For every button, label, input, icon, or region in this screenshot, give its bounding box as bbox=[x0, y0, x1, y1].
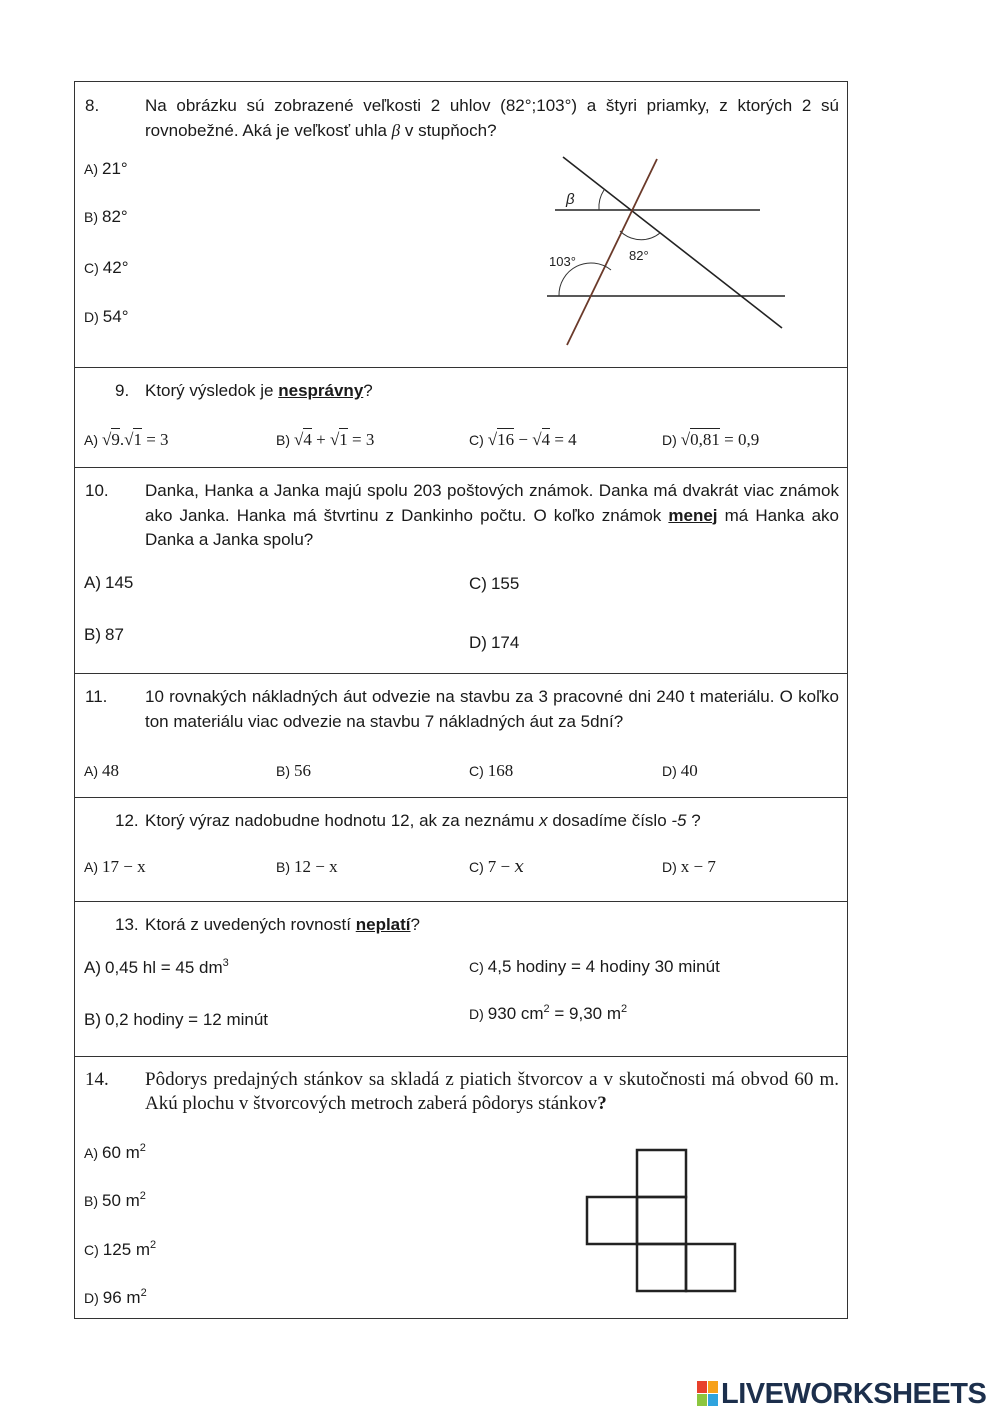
q13-option-d[interactable]: D) 930 $cm^2 = 9,30$ $m^2$ bbox=[469, 1003, 628, 1023]
square-center bbox=[637, 1197, 686, 1244]
question-13 bbox=[75, 901, 847, 1057]
floorplan-figure bbox=[583, 1148, 753, 1298]
question-10-text: 10. Danka, Hanka a Janka majú spolu 203 poštových známok. Danka má dvakrát viac známok ako Janka. Hanka má štvrtinu z Dankinho počtu. O koľko známok menej má Hanka ako Danka a Janka spolu? bbox=[85, 481, 839, 549]
q12-option-a[interactable]: A) 17 − x bbox=[84, 857, 146, 876]
q8-option-b[interactable]: B) 82° bbox=[84, 207, 128, 226]
angles-figure bbox=[540, 152, 790, 352]
question-14-text: 14. Pôdorys predajných stánkov sa skladá z piatich štvorcov a v skutočnosti má obvod 60 m. Akú plochu v štvorcových metroch zaberá pôdorys stánkov? bbox=[85, 1069, 839, 1114]
angle-82-label: 82° bbox=[629, 248, 649, 263]
q13-option-a[interactable]: A) 0,45 hl = 45 $dm^3$ bbox=[84, 957, 229, 977]
q11-option-a[interactable]: A) 48 bbox=[84, 761, 119, 780]
question-12-text: 12. Ktorý výraz nadobudne hodnotu 12, ak za neznámu x dosadíme číslo -5 ? bbox=[115, 811, 701, 830]
q12-option-c[interactable]: C) 7 − 𝑥 bbox=[469, 857, 524, 876]
square-top bbox=[637, 1150, 686, 1197]
square-bottom bbox=[637, 1244, 686, 1291]
q14-option-a[interactable]: A) 60 $m^2$ bbox=[84, 1142, 146, 1162]
q14-option-b[interactable]: B) 50 $m^2$ bbox=[84, 1190, 146, 1210]
question-11-text: 11. 10 rovnakých nákladných áut odvezie na stavbu za 3 pracovné dni 240 t materiálu. O koľko ton materiálu viac odvezie na stavbu 7 nákladných áut za 5dní? bbox=[85, 687, 839, 731]
q10-option-c[interactable]: C) 155 bbox=[469, 574, 520, 593]
beta-label: β bbox=[566, 191, 575, 208]
angle-82-arc bbox=[620, 231, 660, 240]
question-9 bbox=[75, 367, 847, 468]
q12-option-b[interactable]: B) 12 − x bbox=[276, 857, 338, 876]
question-14 bbox=[75, 1056, 847, 1318]
q13-option-b[interactable]: B) 0,2 hodiny = 12 minút bbox=[84, 1010, 269, 1029]
q13-option-c[interactable]: C) 4,5 hodiny = 4 hodiny 30 minút bbox=[469, 957, 720, 976]
brand-name: LIVEWORKSHEETS bbox=[721, 1377, 987, 1410]
q8-option-d[interactable]: D) 54° bbox=[84, 307, 129, 326]
q10-option-a[interactable]: A) 145 bbox=[84, 573, 134, 592]
q9-option-b[interactable]: B) √4 + √1 = 3 bbox=[276, 430, 375, 449]
q9-option-c[interactable]: C) √16 − √4 = 4 bbox=[469, 430, 577, 449]
q10-option-b[interactable]: B) 87 bbox=[84, 625, 124, 644]
question-9-text: 9. Ktorý výsledok je nesprávny? bbox=[115, 381, 373, 400]
liveworksheets-logo-icon bbox=[697, 1381, 719, 1407]
q9-option-d[interactable]: D) √0,81 = 0,9 bbox=[662, 430, 760, 449]
question-11 bbox=[75, 673, 847, 798]
square-bottom-right bbox=[686, 1244, 735, 1291]
liveworksheets-logo[interactable] bbox=[697, 1376, 986, 1412]
q11-option-c[interactable]: C) 168 bbox=[469, 761, 514, 780]
q14-option-c[interactable]: C) 125 $m^2$ bbox=[84, 1239, 157, 1259]
q10-option-d[interactable]: D) 174 bbox=[469, 633, 520, 652]
question-12 bbox=[75, 797, 847, 902]
worksheet bbox=[74, 81, 848, 1319]
q9-option-a[interactable]: A) √9.√1 = 3 bbox=[84, 430, 169, 449]
question-13-text: 13. Ktorá z uvedených rovností neplatí? bbox=[115, 915, 420, 934]
q8-option-c[interactable]: C) 42° bbox=[84, 258, 129, 277]
q14-option-d[interactable]: D) 96 $m^2$ bbox=[84, 1287, 147, 1307]
square-left bbox=[587, 1197, 637, 1244]
transversal-diagonal bbox=[563, 157, 782, 328]
q12-option-d[interactable]: D) x − 7 bbox=[662, 857, 716, 876]
question-8 bbox=[75, 82, 847, 368]
question-8-text: 8. Na obrázku sú zobrazené veľkosti 2 uhlov (82°;103°) a štyri priamky, z ktorých 2 sú rovnobežné. Aká je veľkosť uhla β v stupňoch? bbox=[85, 96, 839, 140]
question-10 bbox=[75, 467, 847, 674]
beta-arc bbox=[599, 190, 604, 210]
q11-option-b[interactable]: B) 56 bbox=[276, 761, 311, 780]
angle-103-label: 103° bbox=[549, 254, 576, 269]
q11-option-d[interactable]: D) 40 bbox=[662, 761, 698, 780]
q8-option-a[interactable]: A) 21° bbox=[84, 159, 128, 178]
